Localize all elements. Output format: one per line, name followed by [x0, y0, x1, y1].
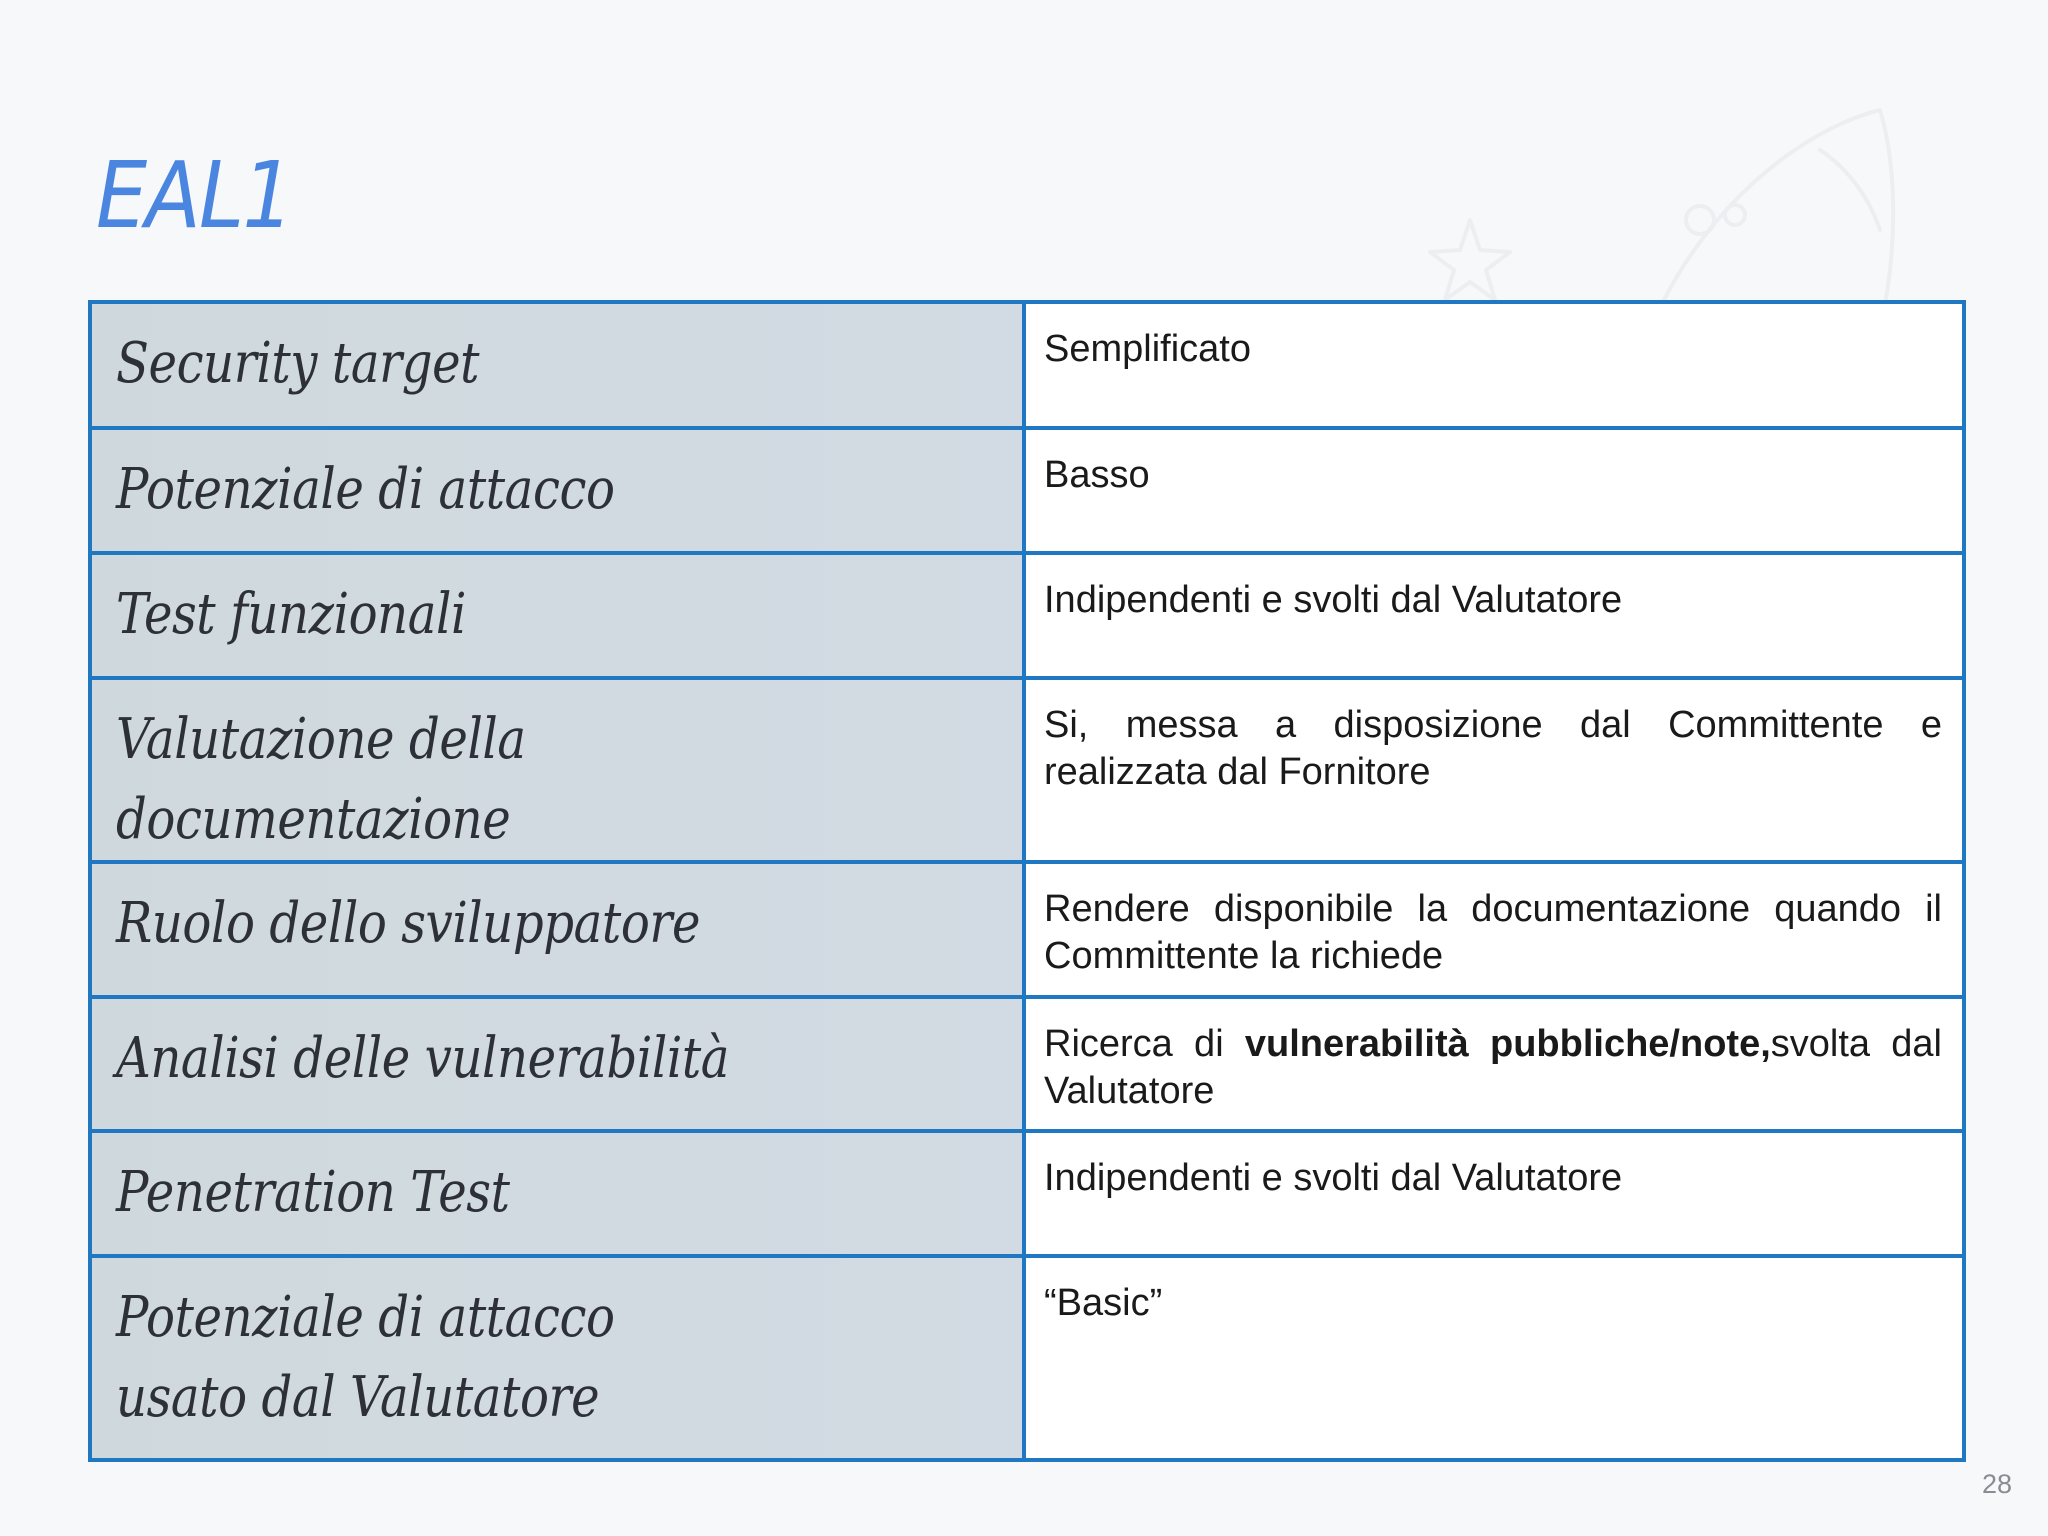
row-label: Potenziale di attacco usato dal Valutatore — [116, 1285, 615, 1430]
row-label-cell — [90, 1256, 1024, 1460]
row-value-text: svolta dal Valutatore — [1044, 1023, 1942, 1112]
row-value-cell — [1024, 1256, 1964, 1460]
row-value: Indipendenti e svolti dal Valutatore — [1044, 1157, 1623, 1199]
row-value-text: Ricerca di — [1044, 1023, 1245, 1065]
row-label: Test funzionali — [116, 582, 466, 647]
row-label-cell — [90, 302, 1024, 428]
row-value: Si, messa a disposizione dal Committente e realizzata dal Fornitore — [1044, 704, 1942, 793]
table-row — [90, 553, 1964, 678]
row-value-cell — [1024, 302, 1964, 428]
table-row — [90, 1256, 1964, 1460]
table-row — [90, 428, 1964, 553]
table-row — [90, 1131, 1964, 1256]
table-row — [90, 302, 1964, 428]
row-value: Rendere disponibile la documentazione quando il Committente la richiede — [1044, 888, 1942, 977]
row-value: “Basic” — [1044, 1282, 1163, 1324]
row-value-cell — [1024, 428, 1964, 553]
eal-properties-table — [88, 300, 1966, 1462]
row-value: Semplificato — [1044, 328, 1251, 370]
row-label: Analisi delle vulnerabilità — [116, 1026, 730, 1091]
row-value-cell — [1024, 862, 1964, 997]
row-label: Potenziale di attacco — [116, 457, 615, 522]
row-label: Valutazione della documentazione — [116, 707, 526, 852]
row-label-cell — [90, 862, 1024, 997]
row-label: Penetration Test — [116, 1160, 510, 1225]
page-number: 28 — [1981, 1469, 2012, 1499]
row-value-cell — [1024, 553, 1964, 678]
row-value — [1044, 1021, 1942, 1115]
row-label-cell — [90, 553, 1024, 678]
row-label-cell — [90, 678, 1024, 862]
row-label: Security target — [116, 331, 480, 396]
table-row — [90, 997, 1964, 1131]
row-value-emphasis: vulnerabilità pubbliche/note, — [1244, 1023, 1771, 1065]
row-label: Ruolo dello sviluppatore — [116, 891, 701, 956]
row-label-cell — [90, 997, 1024, 1131]
table-row — [90, 678, 1964, 862]
row-label-cell — [90, 428, 1024, 553]
row-value: Basso — [1044, 454, 1150, 496]
row-value-cell — [1024, 1131, 1964, 1256]
row-label-cell — [90, 1131, 1024, 1256]
table-row — [90, 862, 1964, 997]
row-value-cell — [1024, 678, 1964, 862]
row-value: Indipendenti e svolti dal Valutatore — [1044, 579, 1623, 621]
slide-title: EAL1 — [96, 142, 293, 249]
row-value-cell — [1024, 997, 1964, 1131]
